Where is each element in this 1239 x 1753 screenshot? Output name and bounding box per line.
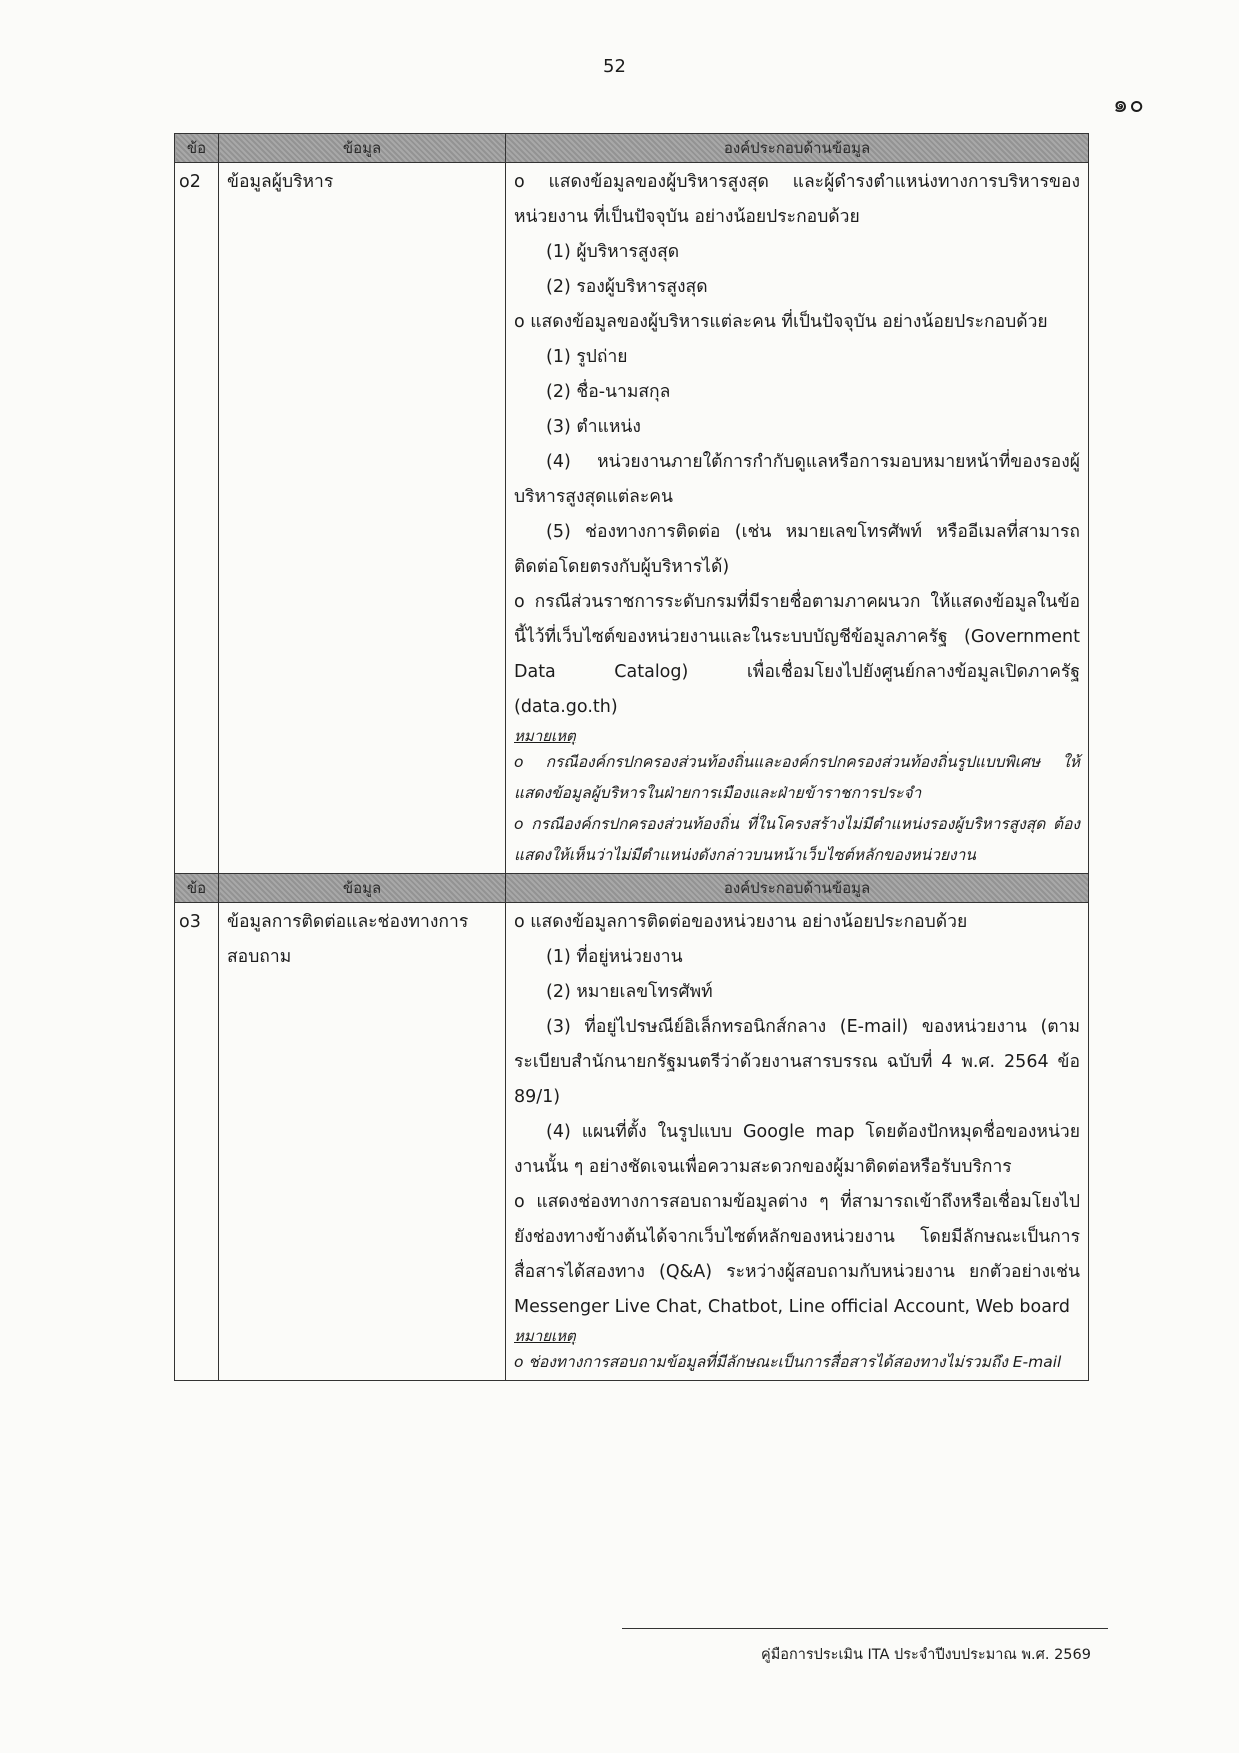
description-line: (2) หมายเลขโทรศัพท์ <box>546 982 713 1002</box>
description-line: (1) ผู้บริหารสูงสุด <box>546 242 680 262</box>
table-row <box>175 163 1089 874</box>
thai-page-number: ๑๐ <box>1113 90 1145 118</box>
note-line: o ช่องทางการสอบถามข้อมูลที่มีลักษณะเป็นการสื่อสารได้สองทางไม่รวมถึง E-mail <box>514 1353 1062 1371</box>
page-number: 52 <box>603 56 626 77</box>
description-line: o แสดงข้อมูลการติดต่อของหน่วยงาน อย่างน้อยประกอบด้วย <box>514 912 968 932</box>
note-heading: หมายเหตุ <box>514 727 576 745</box>
item-title: ข้อมูลผู้บริหาร <box>219 163 506 874</box>
description-line: (2) ชื่อ-นามสกุล <box>546 382 671 402</box>
table-header-cell: ข้อ <box>175 874 219 903</box>
description-line: o แสดงข้อมูลของผู้บริหารแต่ละคน ที่เป็นปัจจุบัน อย่างน้อยประกอบด้วย <box>514 312 1048 332</box>
item-description <box>506 903 1089 1381</box>
item-number: o2 <box>175 163 219 874</box>
table-row <box>175 903 1089 1381</box>
table-header-row <box>175 874 1089 903</box>
description-line: (1) รูปถ่าย <box>546 347 628 367</box>
footer-text: คู่มือการประเมิน ITA ประจำปีงบประมาณ พ.ศ. 2569 <box>761 1647 1091 1663</box>
table-header-cell: ข้อมูล <box>219 874 506 903</box>
description-line: o แสดงช่องทางการสอบถามข้อมูลต่าง ๆ ที่สามารถเข้าถึงหรือเชื่อมโยงไปยังช่องทางข้างต้นได้จากเว็บไซต์หลักของหน่วยงาน โดยมีลักษณะเป็นการสื่อสารได้สองทาง (Q&A) ระหว่างผู้สอบถามกับหน่วยงาน ยกตัวอย่างเช่น Messenger Live Chat, Chatbot, Line official Account, Web board <box>514 1192 1080 1317</box>
description-line: (5) ช่องทางการติดต่อ (เช่น หมายเลขโทรศัพท์ หรืออีเมลที่สามารถติดต่อโดยตรงกับผู้บริหารได้) <box>514 522 1080 577</box>
description-line: (3) ที่อยู่ไปรษณีย์อิเล็กทรอนิกส์กลาง (E-mail) ของหน่วยงาน (ตามระเบียบสำนักนายกรัฐมนตรีว่าด้วยงานสารบรรณ ฉบับที่ 4 พ.ศ. 2564 ข้อ 89/1) <box>514 1017 1080 1107</box>
item-number: o3 <box>175 903 219 1381</box>
table-header-cell: ข้อมูล <box>219 134 506 163</box>
table-header-row <box>175 134 1089 163</box>
table-header-cell: ข้อ <box>175 134 219 163</box>
requirements-table <box>174 133 1089 1381</box>
note-line: o กรณีองค์กรปกครองส่วนท้องถิ่น ที่ในโครงสร้างไม่มีตำแหน่งรองผู้บริหารสูงสุด ต้องแสดงให้เห็นว่าไม่มีตำแหน่งดังกล่าวบนหน้าเว็บไซต์หลักของหน่วยงาน <box>514 815 1080 864</box>
table-header-cell: องค์ประกอบด้านข้อมูล <box>506 134 1089 163</box>
description-line: (4) แผนที่ตั้ง ในรูปแบบ Google map โดยต้องปักหมุดชื่อของหน่วยงานนั้น ๆ อย่างชัดเจนเพื่อความสะดวกของผู้มาติดต่อหรือรับบริการ <box>514 1122 1080 1177</box>
note-heading: หมายเหตุ <box>514 1327 576 1345</box>
item-title: ข้อมูลการติดต่อและช่องทางการสอบถาม <box>219 903 506 1381</box>
description-line: (2) รองผู้บริหารสูงสุด <box>546 277 708 297</box>
item-description <box>506 163 1089 874</box>
footer-divider <box>622 1628 1108 1629</box>
description-line: o แสดงข้อมูลของผู้บริหารสูงสุด และผู้ดำรงตำแหน่งทางการบริหารของหน่วยงาน ที่เป็นปัจจุบัน อย่างน้อยประกอบด้วย <box>514 172 1080 227</box>
description-line: (1) ที่อยู่หน่วยงาน <box>546 947 683 967</box>
description-line: o กรณีส่วนราชการระดับกรมที่มีรายชื่อตามภาคผนวก ให้แสดงข้อมูลในข้อนี้ไว้ที่เว็บไซต์ของหน่วยงานและในระบบบัญชีข้อมูลภาครัฐ (Government Data Catalog) เพื่อเชื่อมโยงไปยังศูนย์กลางข้อมูลเปิดภาครัฐ (data.go.th) <box>514 592 1080 717</box>
description-line: (3) ตำแหน่ง <box>546 417 641 437</box>
description-line: (4) หน่วยงานภายใต้การกำกับดูแลหรือการมอบหมายหน้าที่ของรองผู้บริหารสูงสุดแต่ละคน <box>514 452 1080 507</box>
table-header-cell: องค์ประกอบด้านข้อมูล <box>506 874 1089 903</box>
note-line: o กรณีองค์กรปกครองส่วนท้องถิ่นและองค์กรปกครองส่วนท้องถิ่นรูปแบบพิเศษ ให้แสดงข้อมูลผู้บริหารในฝ่ายการเมืองและฝ่ายข้าราชการประจำ <box>514 753 1080 802</box>
